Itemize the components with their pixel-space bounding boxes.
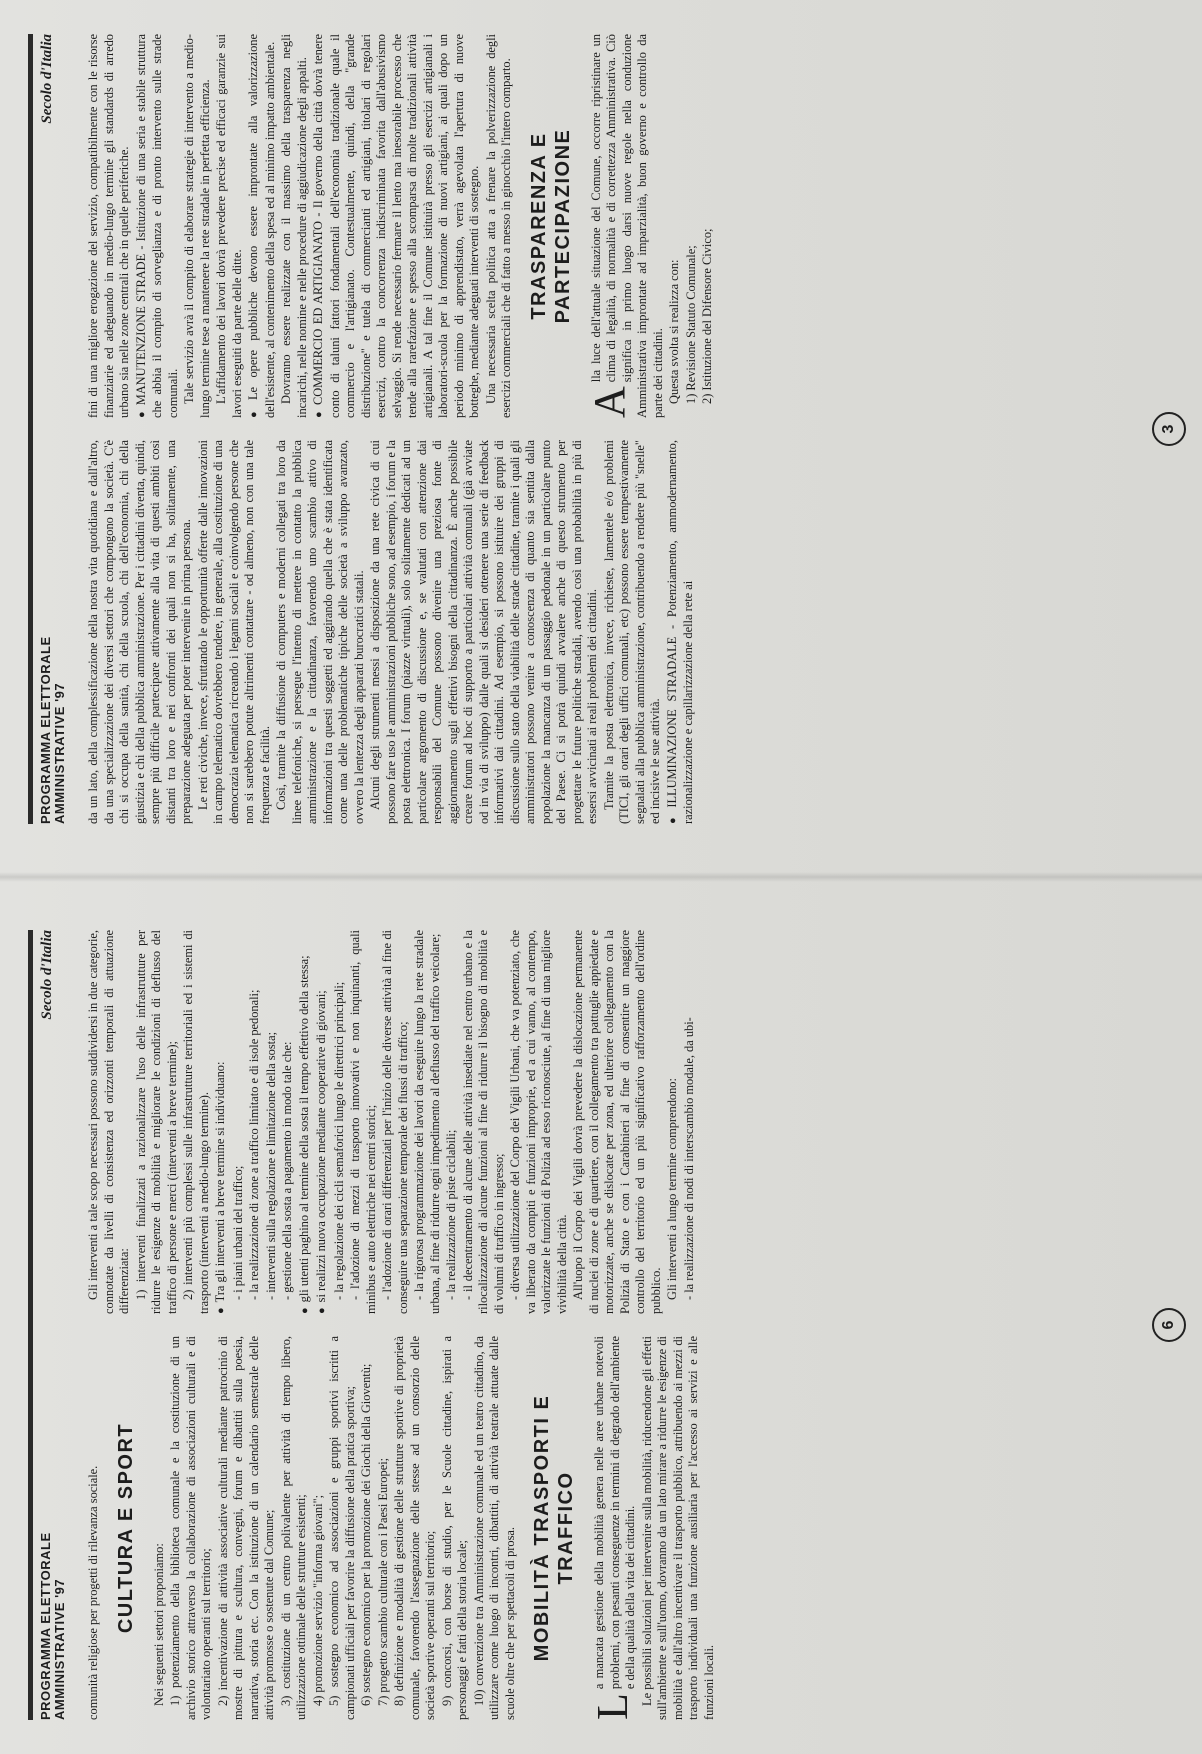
paragraph: All'uopo il Corpo dei Vigili dovrà prevedere la dislocazione permanente di nuclei di zone e di quartiere, con il collegamento tra pattuglie appiedate e motorizzate, anche se dislocate per zona, ed ulteriore collegamento con la Polizia di Stato e con i Carabinieri al fine di consentire un maggiore controllo del territorio ed un più significativo rafforzamento dell'ordine pubblico. bbox=[571, 930, 663, 1314]
paragraph: Gli interventi a tale scopo necessari possono suddividersi in due categorie, connotate da livelli di consistenza ed orizzonti temporali di attuazione differenziata: bbox=[86, 930, 131, 1314]
paragraph: 2) incentivazione di attività associative culturali mediante patrocinio di mostre di pittura e scultura, convegni, forum e dibattiti sulla poesia, narrativa, storia etc. Con la istituzione di un calendario semestrale delle attività promosse o sostenute dal Comune; bbox=[215, 1336, 276, 1720]
newspaper-brand: Secolo d'Italia bbox=[39, 34, 55, 124]
paragraph: - la realizzazione di nodi di interscambio modale, da ubi- bbox=[681, 1017, 696, 1300]
newspaper-brand: Secolo d'Italia bbox=[39, 930, 55, 1020]
paragraph: - i piani urbani del traffico; bbox=[230, 1165, 245, 1300]
bullet-item: ● gli utenti paghino al termine della sosta il tempo effettivo della stessa; bbox=[297, 930, 314, 1314]
paragraph: da un lato, della complessificazione della nostra vita quotidiana e dall'altro, da una specializzazione dei diversi settori che compongono la società. C'è chi si occupa della sanità, chi della scuola, chi dell'economia, chi della giustizia e chi della pubblica amministrazione. Per i cittadini diventa, quindi, sempre più difficile partecipare attivamente alla vita di questi ambiti così distanti tra loro e nei confronti dei quali non si ha, solitamente, una preparazione adeguata per poter intervenire in prima persona. bbox=[86, 440, 193, 824]
paragraph: 2) interventi più complessi sulle infrastrutture territoriali ed i sistemi di trasporto (interventi a medio-lungo termine). bbox=[181, 930, 211, 1314]
paragraph: 10) convenzione tra Amministrazione comunale ed un teatro cittadino, da utilizzare come luogo di incontri, dibattiti, di attività teatrale attuate dalle scuole oltre che per spettacoli di prosa. bbox=[471, 1336, 517, 1720]
paragraph-text: a mancata gestione della mobilità genera nelle aree urbane notevoli problemi, con pesanti conseguenze in termini di degrado dell'ambiente e della qualità della vita dei cittadini. bbox=[592, 1336, 637, 1690]
page-number: 3 bbox=[1152, 412, 1186, 446]
paragraph: - gestione della sosta a pagamento in modo tale che: bbox=[280, 1041, 294, 1300]
paragraph: L'affidamento dei lavori dovrà prevedere precise ed efficaci garanzie sui lavori eseguiti da parte delle ditte. bbox=[214, 34, 244, 418]
bullet-item: ● Tra gli interventi a breve termine si individuano: bbox=[213, 930, 230, 1314]
page-3-column-1 bbox=[86, 440, 1138, 824]
paragraph: Tale servizio avrà il compito di elaborare strategie di intervento a medio-lungo termine tese a mantenere la rete stradale in perfetta efficienza. bbox=[182, 34, 212, 418]
page-number: 6 bbox=[1152, 1308, 1186, 1342]
paragraph: Le reti civiche, invece, sfruttando le opportunità offerte dalle innovazioni in campo telematico dovrebbero tendere, in generale, alla costituzione di una democrazia telematica ricreando i legami sociali e coinvolgendo persone che non si sarebbero potute altrimenti contattare - od almeno, non con una tale frequenza e facilità. bbox=[195, 440, 272, 824]
paragraph: 1) interventi finalizzati a razionalizzare l'uso delle infrastrutture per ridurre le esigenze di mobilità e migliorare le condizioni di deflusso del traffico di persone e merci (interventi a breve termine); bbox=[133, 930, 179, 1314]
section-heading-mobilita: MOBILITÀ TRASPORTI E TRAFFICO bbox=[531, 1394, 577, 1662]
paragraph: - l'adozione di mezzi di trasporto innovativi e non inquinanti, quali minibus e auto elettriche nei centri storici; bbox=[348, 930, 378, 1314]
paragraph: 3) costituzione di un centro polivalente per attività di tempo libero, utilizzazione ottimale delle strutture esistenti; bbox=[278, 1336, 308, 1720]
paragraph: Tramite la posta elettronica, invece, richieste, lamentele e/o problemi (TICI, gli orari degli uffici comunali, etc) possono essere tempestivamente segnalati alla pubblica amministrazione, contribuendo a rendere più "snelle" ed incisive le sue attività. bbox=[601, 440, 662, 824]
page-3-header bbox=[28, 34, 79, 824]
page-3-columns bbox=[86, 34, 1138, 824]
page-6-header bbox=[28, 930, 79, 1720]
paragraph: Una necessaria scelta politica atta a frenare la polverizzazione degli esercizi commerciali che di fatto a messo in ginocchio l'intero comparto. bbox=[483, 34, 513, 418]
paragraph: Questa svolta si realizza con: bbox=[667, 259, 681, 404]
page-3-column-2 bbox=[86, 34, 1138, 418]
program-title bbox=[39, 636, 67, 824]
drop-cap: L bbox=[588, 1693, 637, 1720]
paragraph: - la regolazione dei cicli semaforici lungo le direttrici principali; bbox=[331, 981, 346, 1300]
paragraph: comunità religiose per progetti di rilevanza sociale. bbox=[86, 1465, 100, 1720]
bullet-item: ● COMMERCIO ED ARTIGIANATO - Il governo della città dovrà tenere conto di taluni fattori fondamentali dell'economia tradizionale quale il commercio e l'artigianato. Contestualmente, quindi, della "grande distribuzione" e tutela di commercianti ed artigiani, titolari di regolari esercizi, contro la concorrenza indiscriminata favorita dall'abusivismo selvaggio. Si rende necessario fermare il lento ma inesorabile processo che tende alla rarefazione e spesso alla scomparsa di molte tradizionali attività artigianali. A tal fine il Comune istituirà presso gli esercizi artigianali i laboratori-scuola per la formazione di nuovi artigiani, ai quali dopo un periodo minimo di apprendistato, verrà agevolata l'apertura di nuove botteghe, mediante adeguati interventi di sostegno. bbox=[311, 34, 483, 418]
paragraph: 2) Istituzione del Difensore Civico; bbox=[700, 228, 714, 404]
paragraph-text: lla luce dell'attuale situazione del Comune, occorre ripristinare un clima di legalità, di normalità e di correttezza Amministrativa. Ciò significa in primo luogo darsi nuove regole nella conduzione Amministrativa improntate ad imparzialità, buon governo e controllo da parte dei cittadini. bbox=[588, 34, 665, 418]
paragraph: Le possibili soluzioni per intervenire sulla mobilità, riducendone gli effetti sull'ambiente e sull'uomo, dovranno da un lato mirare a ridurre le esigenze di mobilità e dall'altro incentivare il trasporto pubblico, attribuendo ai mezzi di trasporto individuali una funzione ausiliaria per l'accesso ai servizi e alle funzioni locali. bbox=[639, 1336, 716, 1720]
section-heading-cultura: CULTURA E SPORT bbox=[114, 1422, 137, 1634]
paragraph: - la realizzazione di piste ciclabili; bbox=[444, 1129, 458, 1300]
paragraph-with-dropcap bbox=[584, 34, 667, 418]
program-title-line2: AMMINISTRATIVE '97 bbox=[52, 1578, 67, 1720]
bullet-item: ● Le opere pubbliche devono essere improntate alla valorizzazione dell'esistente, al contenimento della spesa ed al minimo impatto ambientale. bbox=[246, 34, 278, 418]
paragraph: 1) Revisione Statuto Comunale; bbox=[683, 245, 698, 404]
page-6-columns bbox=[86, 930, 1138, 1720]
paragraph: 8) definizione e modalità di gestione delle strutture sportive di proprietà comunale, favorendo l'assegnazione delle stesse ad un consorzio delle società sportive operanti sul territorio; bbox=[392, 1336, 437, 1720]
page-6 bbox=[0, 896, 1202, 1754]
paragraph: - interventi sulla regolazione e limitazione della sosta; bbox=[263, 1031, 278, 1300]
page-6-column-2 bbox=[86, 930, 1138, 1314]
page-3 bbox=[0, 0, 1202, 858]
paragraph: Così, tramite la diffusione di computers e moderni collegati tra loro da linee telefoniche, si persegue l'intento di mettere in contatto la pubblica amministrazione e la cittadinanza, favorendo uno scambio attivo di informazioni tra questi soggetti ed aggirando quella che è stata identificata come una delle problematiche tipiche delle società a sviluppo avanzato, ovvero la lentezza degli apparati burocratici statali. bbox=[274, 440, 366, 824]
paragraph: Nei seguenti settori proponiamo: bbox=[151, 1543, 166, 1706]
paragraph: - l'adozione di orari differenziati per l'inizio delle diverse attività al fine di conseguire una separazione temporale dei flussi di traffico; bbox=[380, 930, 410, 1314]
paragraph: Gli interventi a lungo termine comprendono: bbox=[665, 1078, 679, 1300]
page-6-column-1 bbox=[86, 1336, 1138, 1720]
paragraph: Alcuni degli strumenti messi a disposizione da una rete civica di cui possono fare uso le amministrazioni pubbliche sono, ad esempio, i forum e la posta elettronica. I forum (piazze virtuali), solo solitamente dedicati ad un particolare argomento di discussione e, se valutati con attenzione dai responsabili del Comune possono divenire una preziosa fonte di aggiornamento sugli effettivi bisogni della cittadinanza. È anche possibile creare forum ad hoc di supporto a particolari attività comunali (già avviate od in via di sviluppo) dalle quali si desideri ottenere una serie di feedback informativi dai cittadini. Ad esempio, si possono istituire dei gruppi di discussione sullo stato della viabilità delle strade cittadine, tramite i quali gli amministratori possono venire a conoscenza di quanto sia sentita dalla popolazione la mancanza di un passaggio pedonale in un particolare punto del Paese. Ci si potrà quindi avvalere anche di questo strumento per progettare le future politiche stradali, avendo così una probabilità in più di essersi avvicinati ai reali problemi dei cittadini. bbox=[368, 440, 599, 824]
paragraph: 5) sostegno economico ad associazioni e gruppi sportivi iscritti a campionati ufficiali per favorire la diffusione della pratica sportiva; bbox=[327, 1336, 357, 1720]
paragraph: - la rigorosa programmazione dei lavori da eseguire lungo la rete stradale urbana, al fine di ridurre ogni impedimento al deflusso del traffico veicolare; bbox=[412, 930, 442, 1314]
program-title-line1: PROGRAMMA ELETTORALE bbox=[38, 636, 53, 824]
bullet-item: ● si realizzi nuova occupazione mediante cooperative di giovani; bbox=[314, 930, 331, 1314]
program-title bbox=[39, 1532, 67, 1720]
paragraph: - il decentramento di alcune delle attività insediate nel centro urbano e la rilocalizzazione di alcune funzioni al fine di ridurre il bisogno di mobilità e di volumi di traffico in ingresso; bbox=[460, 930, 506, 1314]
paragraph: fini di una migliore erogazione del servizio, compatibilmente con le risorse finanziarie ed adeguando in medio-lungo termine gli standards di arredo urbano sia nelle zone centrali che in quelle periferiche. bbox=[86, 34, 131, 418]
section-heading-trasparenza: TRASPARENZA E PARTECIPAZIONE bbox=[527, 128, 574, 324]
paragraph: 1) potenziamento della biblioteca comunale e la costituzione di un archivio storico attraverso la collaborazione di associazioni culturali e di volontariato operanti sul territorio; bbox=[168, 1336, 213, 1720]
paragraph: 7) progetto scambio culturale con i Paesi Europei; bbox=[375, 1457, 390, 1706]
program-title-line2: AMMINISTRATIVE '97 bbox=[52, 682, 67, 824]
bullet-item: ● ILLUMINAZIONE STRADALE - Potenziamento, ammodernamento, razionalizzazione e capillarizzazione della rete ai bbox=[665, 440, 697, 824]
drop-cap: A bbox=[584, 386, 634, 418]
paragraph: 4) promozione servizio "informa giovani"; bbox=[310, 1494, 325, 1706]
bullet-item: ● MANUTENZIONE STRADE - Istituzione di una seria e stabile struttura che abbia il compito di sorveglianza e di pronto intervento sulle strade comunali. bbox=[134, 34, 182, 418]
program-title-line1: PROGRAMMA ELETTORALE bbox=[38, 1532, 53, 1720]
paragraph: Dovranno essere realizzate con il massimo della trasparenza negli incarichi, nelle nomine e nelle procedure di aggiudicazione degli appalti. bbox=[279, 34, 309, 418]
paragraph: - la realizzazione di zone a traffico limitato e di isole pedonali; bbox=[247, 989, 261, 1300]
paragraph: 6) sostegno economico per la promozione dei Giochi della Gioventù; bbox=[359, 1363, 373, 1706]
paragraph-with-dropcap bbox=[588, 1336, 639, 1720]
paragraph: - diversa utilizzazione del Corpo dei Vigili Urbani, che va potenziato, che va liberato da compiti e funzioni improprie, ed a cui vanno, al contempo, valorizzate le funzioni di Polizia ad esso riconosciute, al fine di una migliore vivibilità della città. bbox=[508, 930, 569, 1314]
paragraph: 9) concorsi, con borse di studio, per le Scuole cittadine, ispirati a personaggi e fatti della storia locale; bbox=[439, 1336, 469, 1720]
page-fold bbox=[0, 872, 1202, 882]
